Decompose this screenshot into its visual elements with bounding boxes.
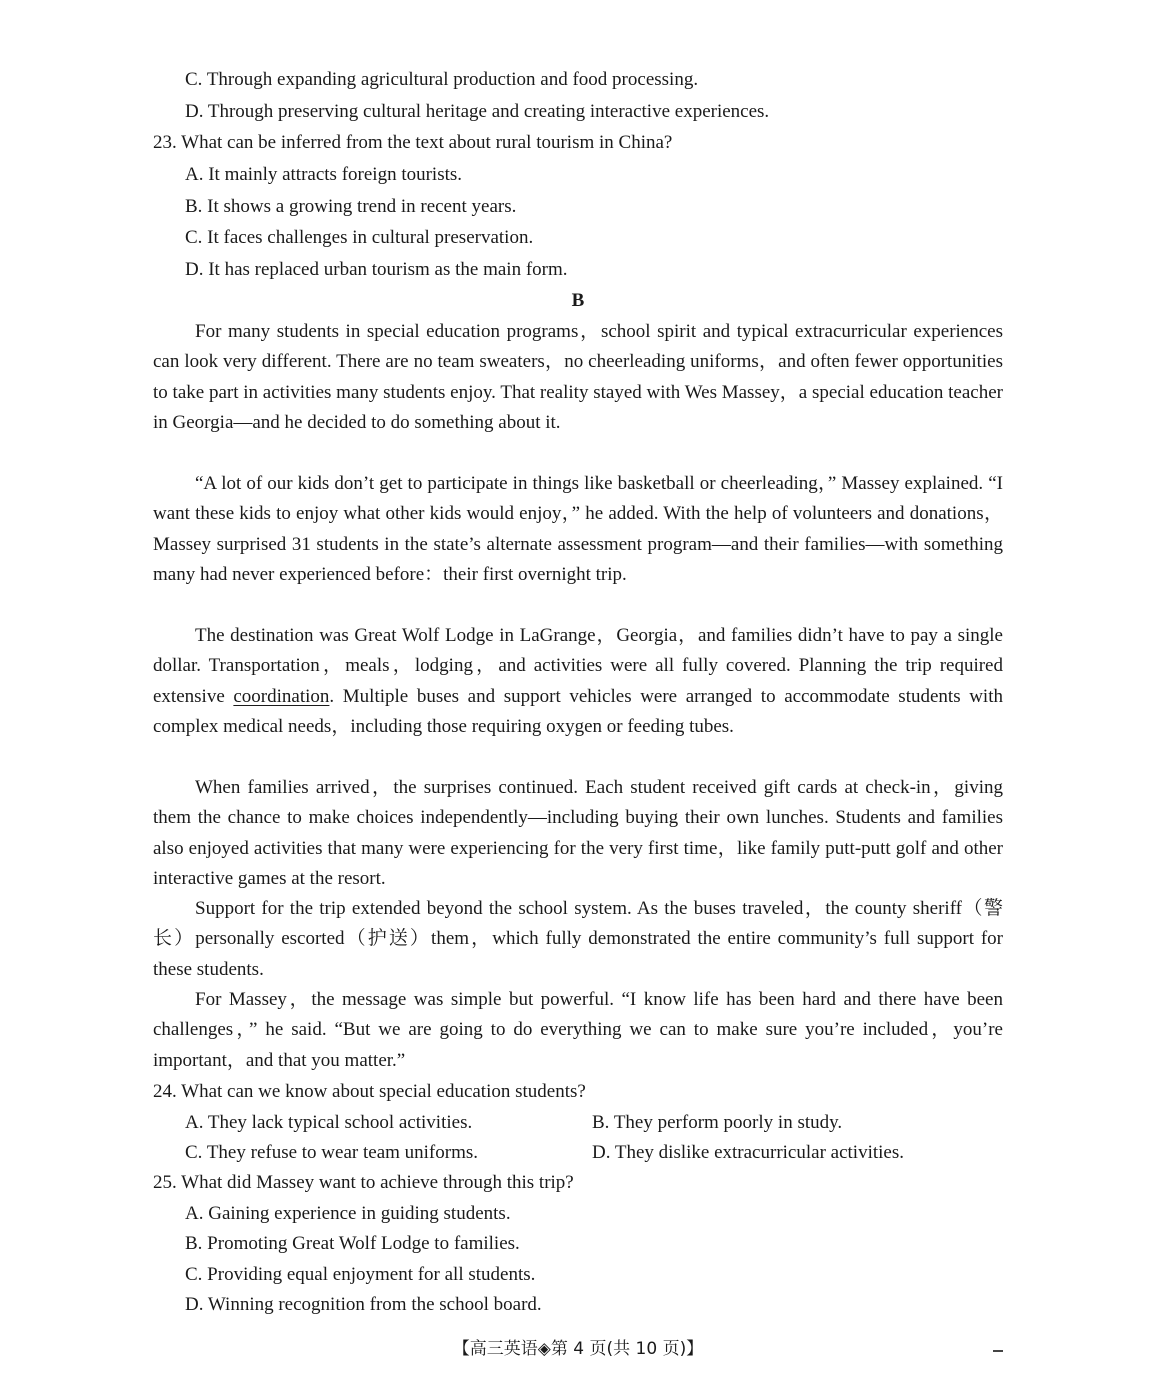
question-24-option-a: A. They lack typical school activities. [185, 1112, 473, 1133]
section-heading: B [571, 290, 585, 311]
question-24-option-c: C. They refuse to wear team uniforms. [185, 1142, 479, 1163]
question-25-option-c: C. Providing equal enjoyment for all students. [185, 1264, 536, 1285]
question-23-option-c: C. It faces challenges in cultural preservation. [185, 227, 534, 248]
passage-paragraph-3 [153, 621, 1003, 742]
question-23-option-a: A. It mainly attracts foreign tourists. [185, 164, 463, 185]
paragraph-3-text-start: The destination was Great Wolf Lodge in LaGrange，Georgia，and families didn’t have to pay a single dollar. Transportation，meals，lodging，and activities were all fully covered. Planning the trip required extensive [153, 625, 1003, 707]
question-24-option-b: B. They perform poorly in study. [592, 1112, 843, 1133]
underlined-word: coordination [233, 685, 330, 707]
question-25-option-b: B. Promoting Great Wolf Lodge to families. [185, 1233, 520, 1254]
passage-paragraph-4: When families arrived，the surprises continued. Each student received gift cards at check-in，giving them the chance to make choices independently—including buying their own lunches. Students and families also enjoyed activities that many were experiencing for the very first time，like family putt-putt golf and other interactive games at the resort. [153, 777, 1003, 889]
passage-paragraph-6: For Massey，the message was simple but powerful. “I know life has been hard and there have been challenges，” he said. “But we are going to do everything we can to make sure you’re included，you’re important，and that you matter.” [153, 989, 1003, 1071]
question-23-stem: 23. What can be inferred from the text about rural tourism in China? [153, 132, 673, 153]
passage-paragraph-5: Support for the trip extended beyond the school system. As the buses traveled，the county sheriff（警长）personally escorted（护送）them，which fully demonstrated the entire community’s full support for these students. [153, 898, 1003, 980]
option-c: C. Through expanding agricultural production and food processing. [185, 69, 699, 90]
question-24-stem: 24. What can we know about special education students? [153, 1081, 586, 1102]
passage-paragraph-2: “A lot of our kids don’t get to participate in things like basketball or cheerleading，” Massey explained. “I want these kids to enjoy what other kids would enjoy，” he added. With the help of volunteers and donations，Massey surprised 31 students in the state’s alternate assessment program—and their families—with something many had never experienced before：their first overnight trip. [153, 473, 1003, 585]
question-25-stem: 25. What did Massey want to achieve through this trip? [153, 1172, 574, 1193]
paragraph-3-text-end: . Multiple buses and support vehicles were arranged to accommodate students with complex medical needs，including those requiring oxygen or feeding tubes. [153, 685, 1003, 737]
page-footer: 【高三英语◈第 4 页(共 10 页)】 [452, 1339, 704, 1359]
question-24-option-d: D. They dislike extracurricular activities. [592, 1142, 904, 1163]
option-d: D. Through preserving cultural heritage and creating interactive experiences. [185, 101, 770, 122]
question-23-option-b: B. It shows a growing trend in recent years. [185, 196, 517, 217]
question-23-option-d: D. It has replaced urban tourism as the main form. [185, 259, 568, 280]
question-25-option-a: A. Gaining experience in guiding students. [185, 1203, 511, 1224]
corner-mark [993, 1350, 1003, 1352]
passage-paragraph-1: For many students in special education programs，school spirit and typical extracurricular experiences can look very different. There are no team sweaters，no cheerleading uniforms，and often fewer opportunities to take part in activities many students enjoy. That reality stayed with Wes Massey，a special education teacher in Georgia—and he decided to do something about it. [153, 321, 1003, 433]
question-25-option-d: D. Winning recognition from the school board. [185, 1294, 542, 1315]
